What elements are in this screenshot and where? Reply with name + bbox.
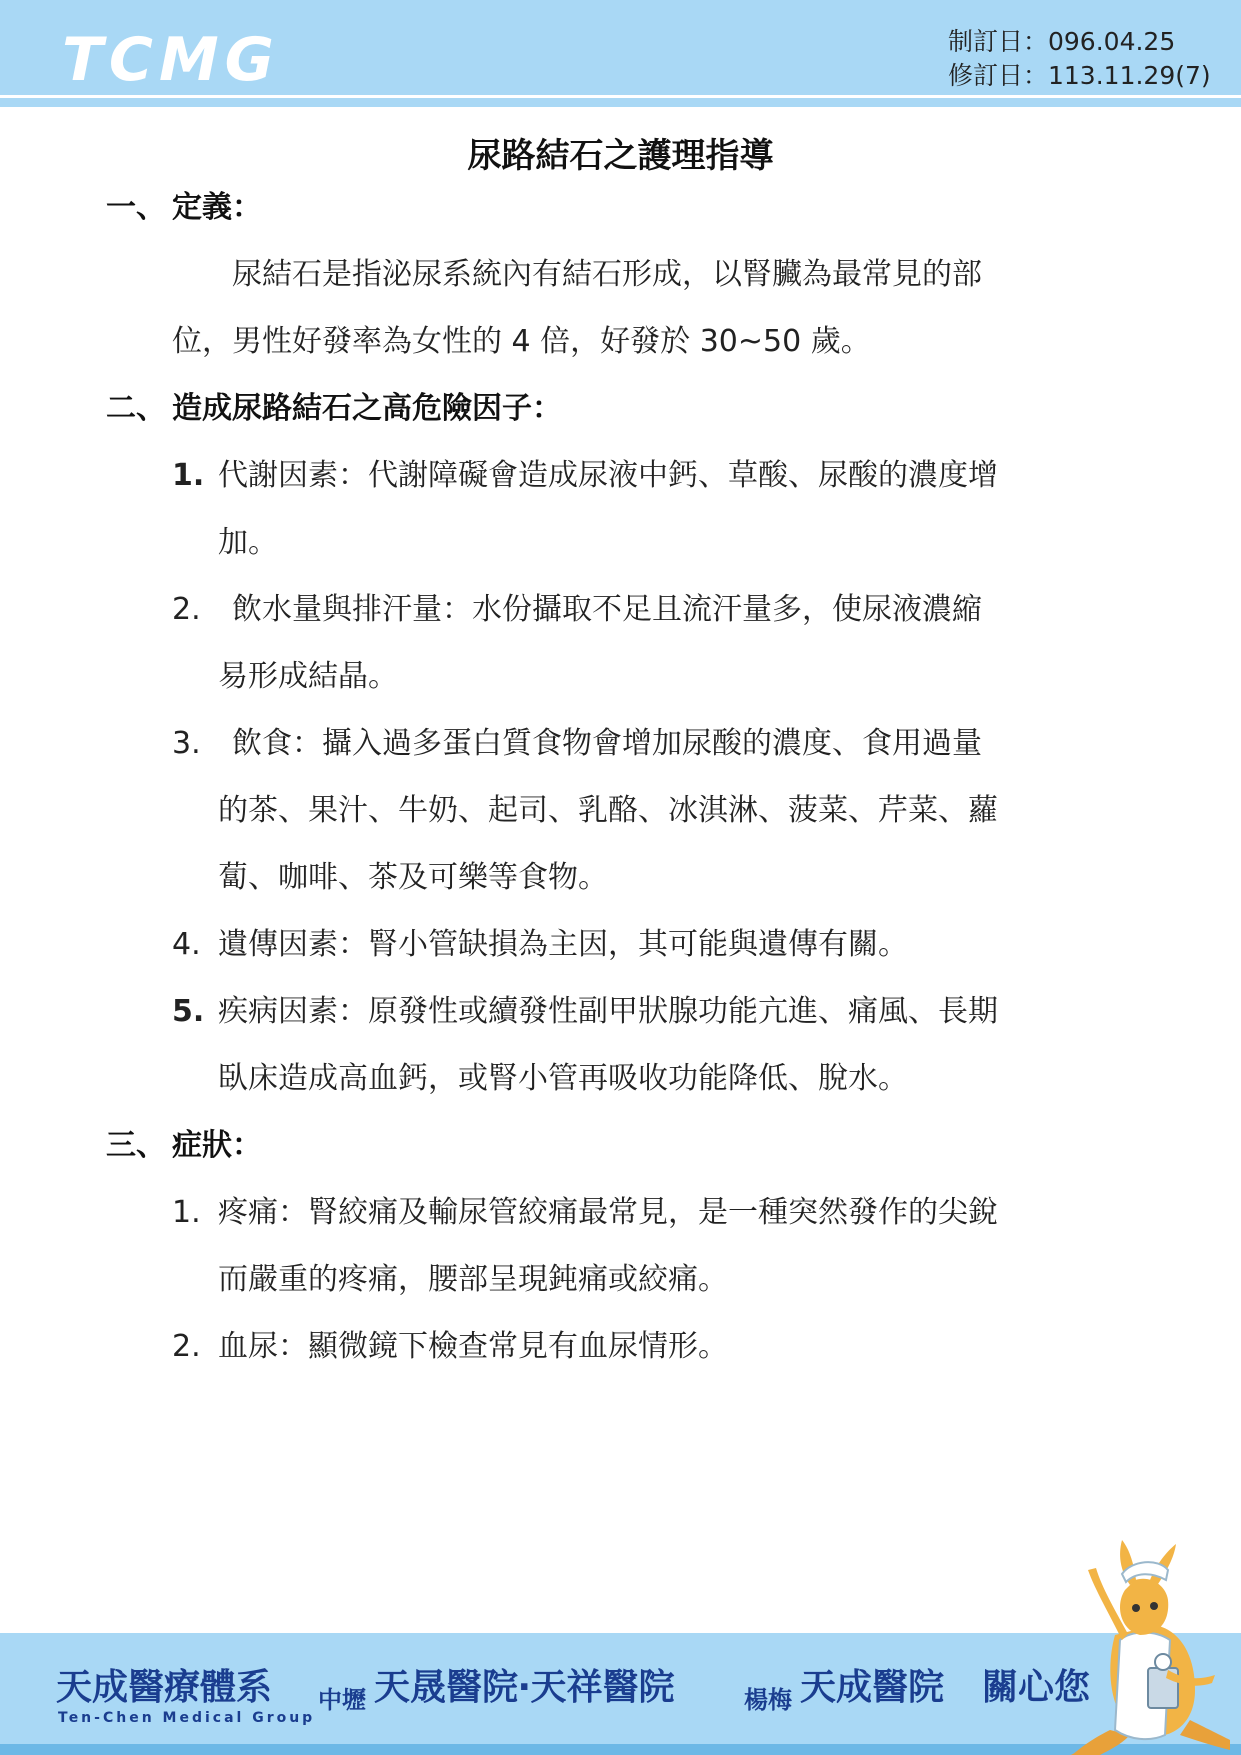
group-brand: 天成醫療體系	[56, 1667, 273, 1708]
group-brand-english: Ten-Chen Medical Group	[58, 1710, 316, 1726]
risk-item-5-line-2: 臥床造成高血鈣，或腎小管再吸收功能降低、脫水。	[218, 1061, 908, 1096]
symptom-item-1-number: 1.	[172, 1195, 201, 1230]
section-1-marker: 一、	[106, 190, 166, 225]
risk-item-1-number: 1.	[172, 458, 205, 493]
section-2-heading: 造成尿路結石之高危險因子：	[172, 391, 562, 426]
symptom-item-2-number: 2.	[172, 1329, 201, 1364]
document-title: 尿路結石之護理指導	[467, 136, 774, 176]
risk-item-3-line-2: 的茶、果汁、牛奶、起司、乳酪、冰淇淋、菠菜、芹菜、蘿	[218, 793, 998, 828]
symptom-item-2-line-1: 血尿：顯微鏡下檢查常見有血尿情形。	[218, 1329, 728, 1364]
symptom-item-1-line-2: 而嚴重的疼痛，腰部呈現鈍痛或絞痛。	[218, 1262, 728, 1297]
definition-line-2: 位，男性好發率為女性的 4 倍，好發於 30~50 歲。	[172, 324, 871, 359]
hospital-tiansheng-tianxiang: 天晟醫院‧天祥醫院	[374, 1667, 675, 1708]
kangaroo-doctor-mascot-icon	[1070, 1530, 1230, 1755]
location-zhongli: 中壢	[318, 1686, 366, 1714]
footer-slogan: 關心您	[982, 1667, 1091, 1708]
risk-item-3-line-3: 蔔、咖啡、茶及可樂等食物。	[218, 860, 608, 895]
section-3-marker: 三、	[106, 1128, 166, 1163]
definition-line-1: 尿結石是指泌尿系統內有結石形成，以腎臟為最常見的部	[232, 257, 982, 292]
risk-item-2-line-2: 易形成結晶。	[218, 659, 398, 694]
revision-dates	[948, 25, 1211, 93]
risk-item-1-line-2: 加。	[218, 525, 278, 560]
risk-item-1-line-1: 代謝因素：代謝障礙會造成尿液中鈣、草酸、尿酸的濃度增	[218, 458, 998, 493]
revised-date: 修訂日：113.11.29(7)	[948, 61, 1211, 90]
risk-item-2-line-1: 飲水量與排汗量：水份攝取不足且流汗量多，使尿液濃縮	[232, 592, 982, 627]
risk-item-4-number: 4.	[172, 927, 201, 962]
hospital-tiancheng: 天成醫院	[800, 1667, 945, 1708]
established-date: 制訂日：096.04.25	[948, 27, 1176, 56]
risk-item-5-line-1: 疾病因素：原發性或續發性副甲狀腺功能亢進、痛風、長期	[218, 994, 998, 1029]
tcmg-logo: TCMG	[62, 25, 280, 95]
section-1-heading: 定義：	[172, 190, 262, 225]
symptom-item-1-line-1: 疼痛：腎絞痛及輸尿管絞痛最常見，是一種突然發作的尖銳	[218, 1195, 998, 1230]
location-yangmei: 楊梅	[744, 1686, 792, 1714]
risk-item-4-line-1: 遺傳因素：腎小管缺損為主因，其可能與遺傳有關。	[218, 927, 908, 962]
risk-item-3-number: 3.	[172, 726, 201, 761]
footer-bottom-rule	[0, 1744, 1241, 1755]
section-3-heading: 症狀：	[172, 1128, 262, 1163]
risk-item-3-line-1: 飲食：攝入過多蛋白質食物會增加尿酸的濃度、食用過量	[232, 726, 982, 761]
header-rule	[0, 98, 1241, 107]
risk-item-2-number: 2.	[172, 592, 201, 627]
section-2-marker: 二、	[106, 391, 166, 426]
risk-item-5-number: 5.	[172, 994, 205, 1029]
